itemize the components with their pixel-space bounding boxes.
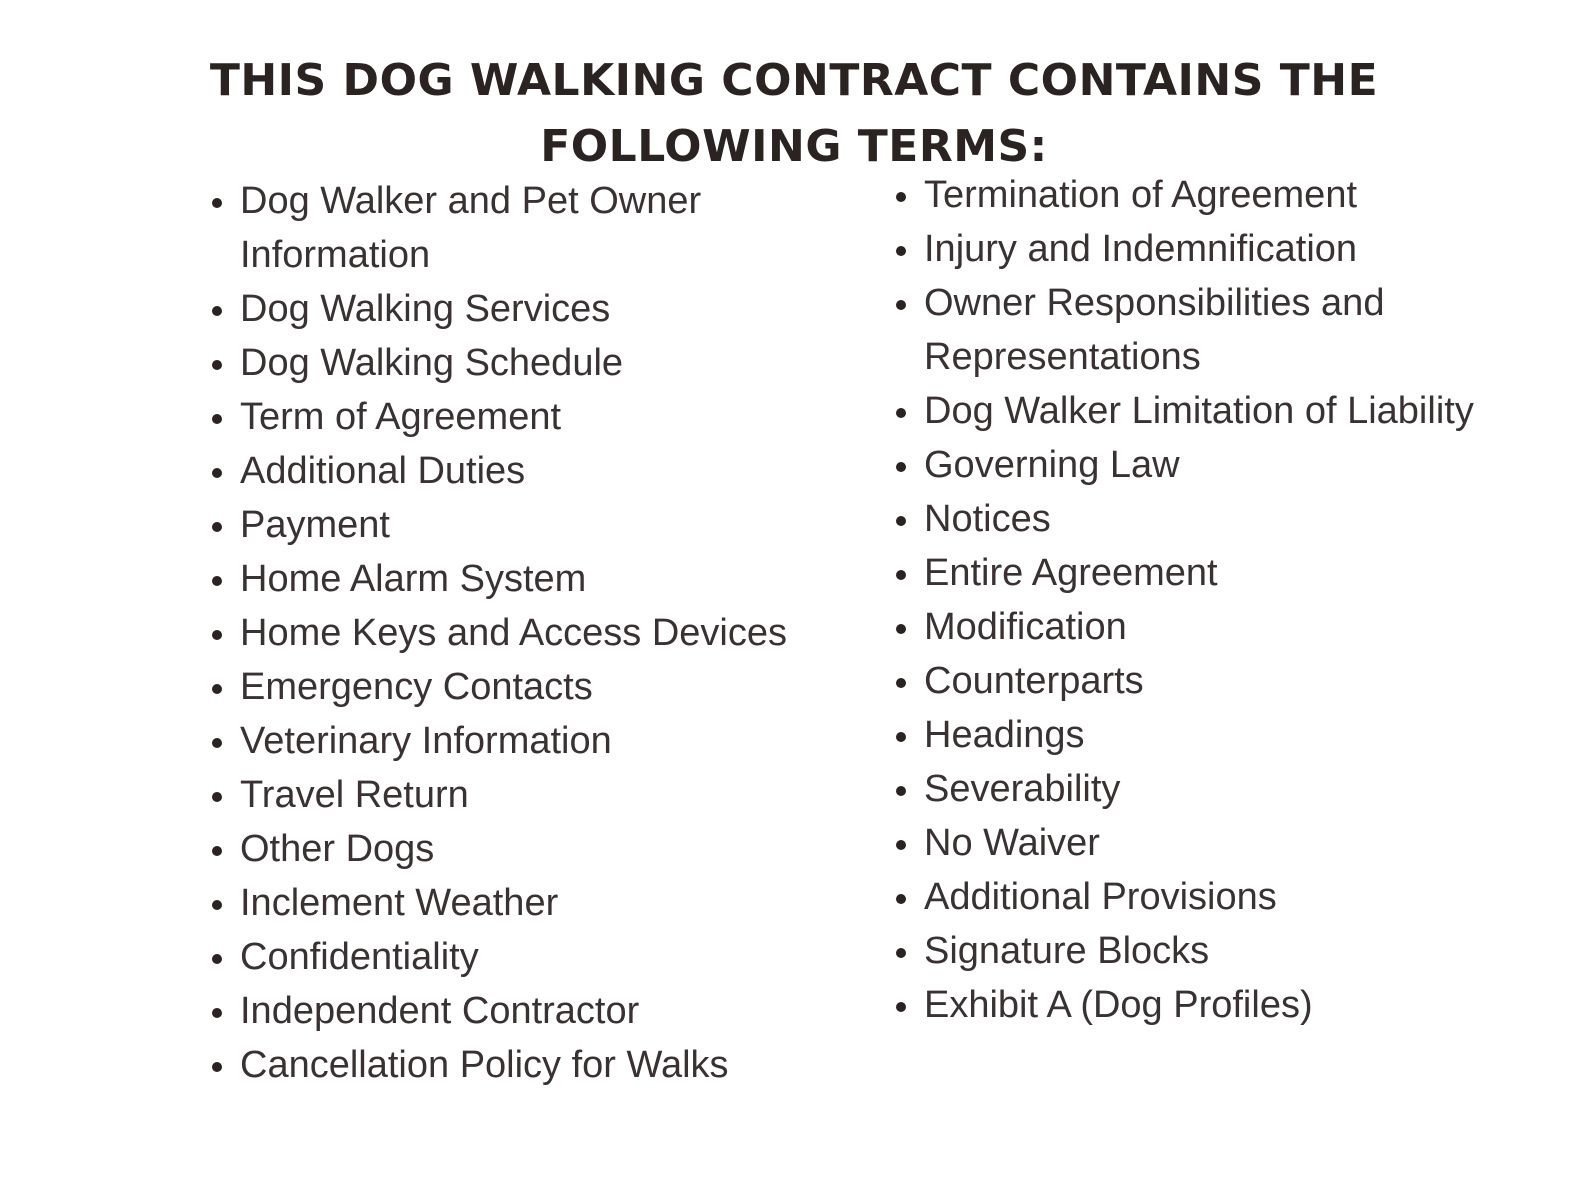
list-item: [924, 276, 1484, 384]
term-label: Governing Law: [924, 444, 1180, 486]
term-label: Independent Contractor: [240, 990, 640, 1032]
list-item: [240, 822, 840, 876]
list-item: [240, 552, 840, 606]
term-label: Notices: [924, 498, 1051, 540]
bullet-icon: [896, 624, 906, 634]
term-label: Modification: [924, 606, 1127, 648]
term-label: Entire Agreement: [924, 552, 1218, 594]
bullet-icon: [896, 408, 906, 418]
term-label: Injury and Indemnification: [924, 228, 1358, 270]
bullet-icon: [896, 462, 906, 472]
bullet-icon: [212, 792, 222, 802]
bullet-icon: [896, 732, 906, 742]
bullet-icon: [212, 1062, 222, 1072]
terms-list-right: [924, 168, 1484, 1032]
list-item: [924, 168, 1484, 222]
list-item: [924, 762, 1484, 816]
term-label: Severability: [924, 768, 1121, 810]
bullet-icon: [212, 522, 222, 532]
list-item: [924, 384, 1484, 438]
bullet-icon: [212, 414, 222, 424]
term-label: Dog Walking Schedule: [240, 342, 624, 384]
document-title: THIS DOG WALKING CONTRACT CONTAINS THE FOLLOWING TERMS:: [209, 55, 1379, 172]
bullet-icon: [212, 468, 222, 478]
list-item: [924, 600, 1484, 654]
bullet-icon: [896, 192, 906, 202]
list-item: [924, 492, 1484, 546]
list-item: [924, 708, 1484, 762]
term-label: Term of Agreement: [240, 396, 562, 438]
bullet-icon: [212, 684, 222, 694]
bullet-icon: [896, 300, 906, 310]
term-label: Veterinary Information: [240, 720, 612, 762]
bullet-icon: [212, 1008, 222, 1018]
list-item: [240, 498, 840, 552]
bullet-icon: [896, 246, 906, 256]
bullet-icon: [212, 900, 222, 910]
list-item: [924, 438, 1484, 492]
list-item: [924, 870, 1484, 924]
bullet-icon: [896, 570, 906, 580]
list-item: [240, 876, 840, 930]
term-label: Payment: [240, 504, 390, 546]
term-label: Counterparts: [924, 660, 1144, 702]
list-item: [240, 390, 840, 444]
list-item: [240, 714, 840, 768]
bullet-icon: [212, 306, 222, 316]
bullet-icon: [212, 576, 222, 586]
bullet-icon: [896, 678, 906, 688]
term-label: Additional Duties: [240, 450, 526, 492]
term-label: Home Alarm System: [240, 558, 587, 600]
term-label: Exhibit A (Dog Profiles): [924, 984, 1313, 1026]
bullet-icon: [896, 948, 906, 958]
term-label: Dog Walker Limitation of Liability: [924, 390, 1474, 432]
bullet-icon: [896, 840, 906, 850]
term-label: Termination of Agreement: [924, 174, 1358, 216]
list-item: [240, 930, 840, 984]
bullet-icon: [212, 360, 222, 370]
list-item: [924, 816, 1484, 870]
bullet-icon: [212, 738, 222, 748]
list-item: [240, 984, 840, 1038]
list-item: [924, 978, 1484, 1032]
list-item: [240, 336, 840, 390]
term-label: Dog Walker and Pet Owner Information: [240, 180, 702, 276]
bullet-icon: [212, 630, 222, 640]
list-item: [924, 222, 1484, 276]
bullet-icon: [896, 786, 906, 796]
list-item: [240, 174, 840, 282]
bullet-icon: [896, 894, 906, 904]
list-item: [240, 282, 840, 336]
term-label: Additional Provisions: [924, 876, 1277, 918]
bullet-icon: [212, 954, 222, 964]
term-label: Inclement Weather: [240, 882, 559, 924]
term-label: Travel Return: [240, 774, 469, 816]
term-label: Other Dogs: [240, 828, 435, 870]
term-label: No Waiver: [924, 822, 1100, 864]
bullet-icon: [212, 198, 222, 208]
term-label: Headings: [924, 714, 1085, 756]
term-label: Cancellation Policy for Walks: [240, 1044, 729, 1086]
bullet-icon: [896, 1002, 906, 1012]
term-label: Signature Blocks: [924, 930, 1210, 972]
term-label: Emergency Contacts: [240, 666, 593, 708]
bullet-icon: [212, 846, 222, 856]
terms-list-left: [240, 174, 840, 1092]
term-label: Owner Responsibilities and Representations: [924, 282, 1385, 378]
list-item: [240, 1038, 840, 1092]
list-item: [924, 924, 1484, 978]
term-label: Dog Walking Services: [240, 288, 611, 330]
term-label: Confidentiality: [240, 936, 479, 978]
list-item: [924, 654, 1484, 708]
list-item: [240, 444, 840, 498]
term-label: Home Keys and Access Devices: [240, 612, 788, 654]
bullet-icon: [896, 516, 906, 526]
list-item: [240, 768, 840, 822]
list-item: [240, 606, 840, 660]
list-item: [924, 546, 1484, 600]
list-item: [240, 660, 840, 714]
